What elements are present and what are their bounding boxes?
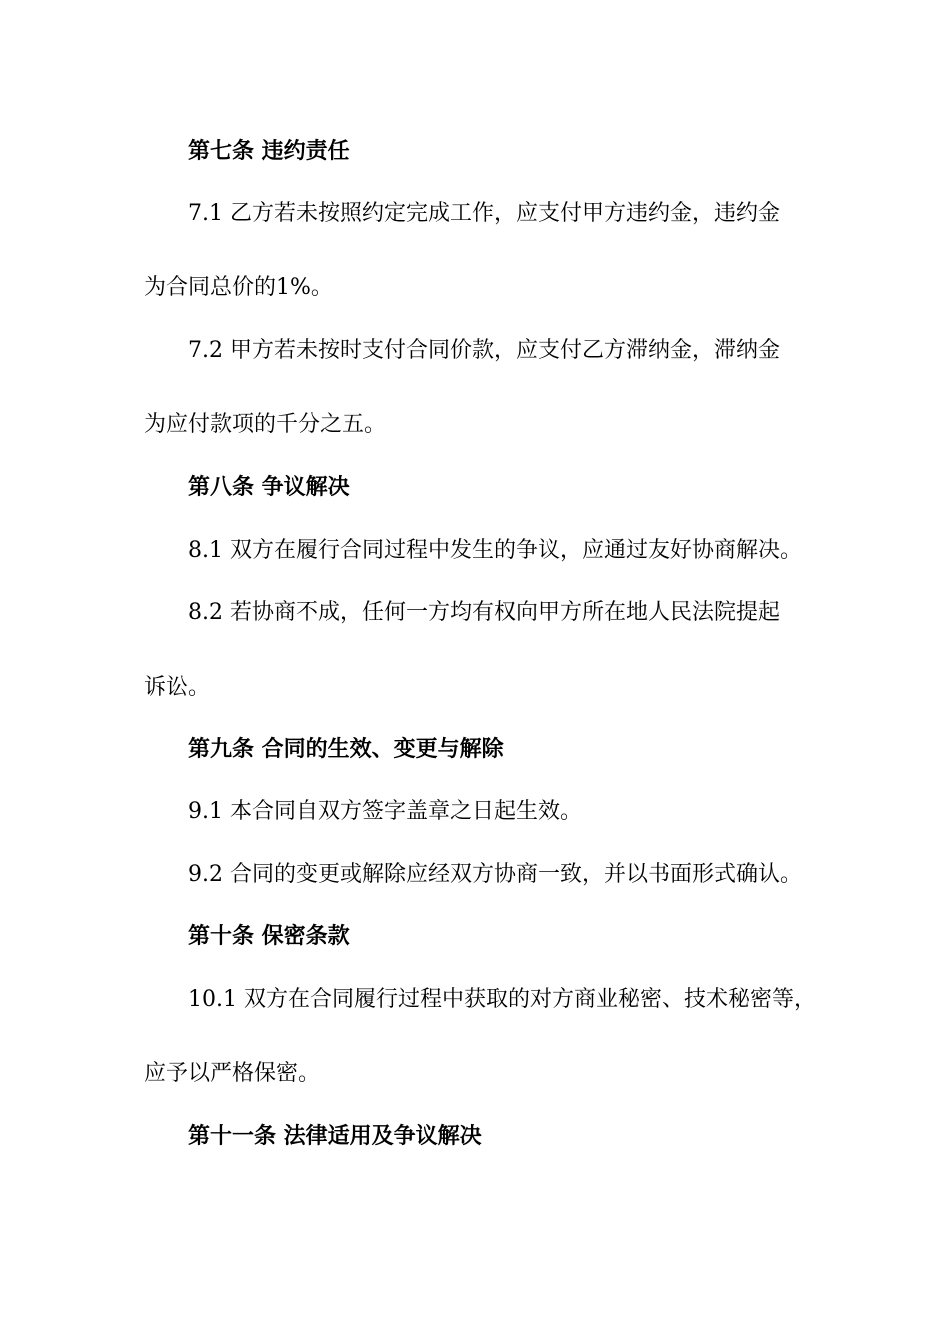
clause-text: 7.1 乙方若未按照约定完成工作，应支付甲方违约金，违约金 [188,201,780,226]
clause-text: 7.2 甲方若未按时支付合同价款，应支付乙方滞纳金，滞纳金 [188,338,780,363]
clause-continuation: 为应付款项的千分之五。 [144,412,387,437]
clause-continuation: 诉讼。 [144,675,211,700]
clause-text: 8.2 若协商不成，任何一方均有权向甲方所在地人民法院提起 [188,600,780,625]
clause-text: 9.2 合同的变更或解除应经双方协商一致，并以书面形式确认。 [188,862,802,887]
clause-continuation: 为合同总价的1%。 [144,275,333,300]
clause-text: 10.1 双方在合同履行过程中获取的对方商业秘密、技术秘密等， [188,987,816,1012]
clause-text: 8.1 双方在履行合同过程中发生的争议，应通过友好协商解决。 [188,538,802,563]
clause-text: 9.1 本合同自双方签字盖章之日起生效。 [188,799,582,824]
clause-continuation: 应予以严格保密。 [144,1061,321,1086]
section-heading: 第八条 争议解决 [188,475,350,500]
section-heading: 第七条 违约责任 [188,139,350,164]
section-heading: 第十条 保密条款 [188,924,350,949]
section-heading: 第十一条 法律适用及争议解决 [188,1124,482,1149]
section-heading: 第九条 合同的生效、变更与解除 [188,737,504,762]
